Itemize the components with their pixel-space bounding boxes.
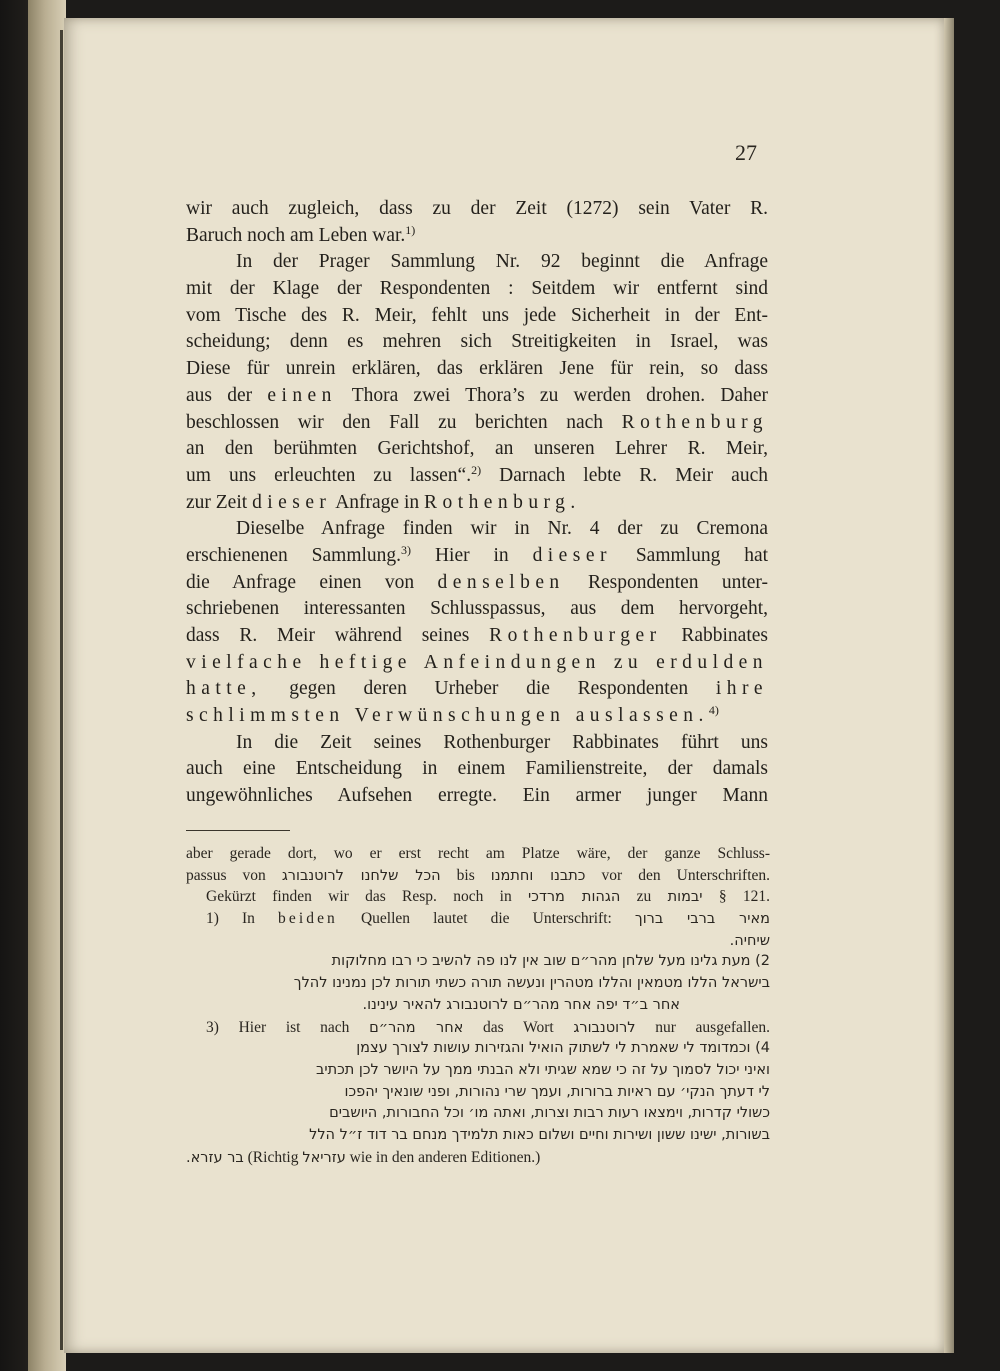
text-line: schlimmsten Verwünschungen auslassen.$^{4)}$ (186, 703, 719, 727)
body-text (186, 196, 768, 810)
text-line: Dieselbe Anfrage finden wir in Nr. 4 der zu Cremona (236, 518, 768, 540)
footnote-2: 2) מעת גלינו מעל שלחן מהר״ם שוב אין לנו פה להשיב כי רבו מחלוקות (331, 953, 770, 970)
text-line: schriebenen interessanten Schlusspassus, aus dem hervorgeht, (186, 598, 768, 620)
footnote-line: אחר ב״ד יפה אחר מהר״ם לרוטנבורג להאיר עינינו. (362, 996, 680, 1013)
text-line: erschienenen Sammlung.$^{3)}$ Hier in dieser Sammlung hat (186, 542, 768, 566)
text-line: die Anfrage einen von denselben Respondenten unter- (186, 571, 768, 593)
footnote-line: לי דעתך הנקי׳ עם ראיות ברורות, ועמך שרי נהורות, ופני שונאיך יהפכו (344, 1083, 770, 1100)
text-line: scheidung; denn es mehren sich Streitigkeiten in Israel, was (186, 331, 768, 353)
text-line: dass R. Meir während seines Rothenburger Rabbinates (186, 625, 768, 646)
text-line: vielfache heftige Anfeindungen zu erdulden (186, 651, 768, 673)
footnote-line: בישראל הללו מטמאין והללו מטהרין ונעשה תורה כשתי תורות לכן נמנינו להלך (293, 975, 770, 992)
footnote-1: 1) In beiden Quellen lautet die Unterschrift: מאיר ברבי ברוך (206, 910, 770, 928)
text-line: Baruch noch am Leben war.$^{1)}$ (186, 222, 416, 246)
text-line: mit der Klage der Respondenten : Seitdem wir entfernt sind (186, 278, 768, 300)
footnotes (186, 843, 770, 1168)
footnote-3: 3) Hier ist nach אחר מהר״ם das Wort לרוטנבורג nur ausgefallen. (206, 1018, 770, 1036)
text-line: ungewöhnliches Aufsehen erregte. Ein armer junger Mann (186, 785, 768, 807)
text-line: zur Zeit dieser Anfrage in Rothenburg. (186, 491, 581, 513)
footnote-line: כשולי קדרות, וימצאו רעות רבות וצרות, ואתה מו׳ וכל החבורות, היושבים (329, 1105, 770, 1122)
page-number: 27 (735, 140, 757, 165)
text-line: wir auch zugleich, dass zu der Zeit (1272) sein Vater R. (186, 198, 768, 219)
footnote-line: בשורות, ישינו ששון ושירות וחיים ושלום כאות תלמידך מנחם בר דוד ז״ל הלל (309, 1126, 770, 1143)
binding-line (60, 30, 63, 1350)
footnote-mark: 2) (471, 462, 482, 477)
text-line: vom Tische des R. Meir, fehlt uns jede Sicherheit in der Ent- (186, 304, 768, 326)
footnote-4: 4) וכמדומד לי שאמרת לי לשתוק הואיל והגזירות עושות לצורך עצמן (356, 1040, 770, 1057)
footnote-line: passus von הכל שלחנו לרוטנבורג bis כתבנו וחתמנו vor den Unterschriften. (186, 866, 770, 884)
footnote-mark: 3) (401, 542, 412, 557)
text-line: In die Zeit seines Rothenburger Rabbinates führt uns (236, 731, 768, 753)
text-line: hatte, gegen deren Urheber die Respondenten ihre (186, 678, 768, 700)
text-line: auch eine Entscheidung in einem Familienstreite, der damals (186, 758, 768, 780)
text-line: an den berühmten Gerichtshof, an unseren Lehrer R. Meir, (186, 438, 768, 460)
footnote-rule (186, 830, 290, 831)
page-edge (944, 18, 954, 1353)
text-line: aus der einen Thora zwei Thora’s zu werden drohen. Daher (186, 384, 768, 406)
footnote-line: aber gerade dort, wo er erst recht am Platze wäre, der ganze Schluss- (186, 845, 770, 862)
footnote-line: שיחיה. (729, 932, 770, 949)
footnote-line: ואיני יכול לסמוך על זה כי שמא שגיתי ולא הבנתי ממך על היושר לכן תכתיב (315, 1061, 770, 1078)
text-line: beschlossen wir den Fall zu berichten nach Rothenburg (186, 411, 768, 433)
text-line: In der Prager Sammlung Nr. 92 beginnt die Anfrage (236, 251, 768, 273)
footnote-mark: 1) (405, 222, 416, 237)
footnote-mark: 4) (708, 703, 719, 718)
text-line: um uns erleuchten zu lassen“.$^{2)}$ Darnach lebte R. Meir auch (186, 462, 768, 486)
footnote-line: בר עזרא. (Richtig עזריאל wie in den anderen Editionen.) (186, 1148, 541, 1166)
footnote-line: Gekürzt finden wir das Resp. noch in הגהות מרדכי zu יבמות § 121. (206, 888, 770, 906)
text-line: Diese für unrein erklären, das erklären Jene für rein, so dass (186, 358, 768, 380)
